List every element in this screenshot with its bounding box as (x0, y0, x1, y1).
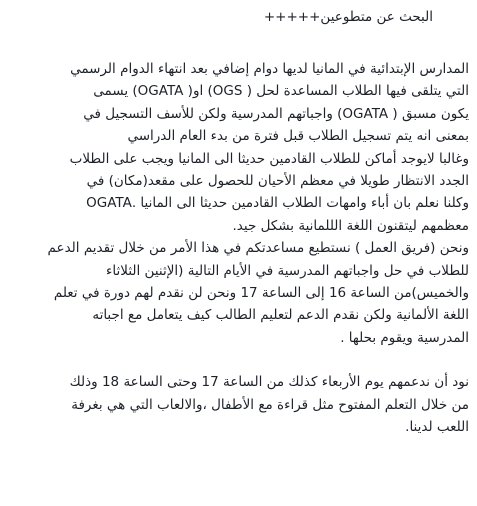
post-line: المدرسية ويقوم بحلها . (340, 329, 469, 346)
post-line: معظمهم ليتقنون اللغة الللمانية بشكل جيد. (232, 217, 469, 234)
post-line: اللعب لدينا. (405, 419, 469, 436)
post-paragraph-team (6, 237, 469, 349)
post-title (6, 6, 463, 28)
post-line: الجدد الانتظار طويلا في معظم الأحيان للحصول على مقعد(مكان) في (86, 173, 469, 190)
post-line: ونحن (فريق العمل ) نستطيع مساعدتكم في هذا الأمر من خلال تقديم الدعم (47, 240, 469, 257)
post-paragraph-wednesday (6, 371, 469, 438)
post-line: اللغة الألمانية ولكن نقدم الدعم لتعليم الطالب كيف يتعامل مع اجباته (92, 307, 469, 324)
post-line: من خلال التعلم المفتوح مثل قراءة مع الأطفال ،والالعاب التي هي بغرفة (71, 396, 469, 413)
post-paragraph-intro (6, 58, 469, 237)
post-line: المدارس الإبتدائية في المانيا لديها دوام إضافي بعد انتهاء الدوام الرسمي (70, 61, 469, 77)
post-line: وغالبا لايوجد أماكن للطلاب القادمين حديثا الى المانيا ويجب على الطلاب (69, 150, 469, 167)
post-line: وكلنا نعلم بان أباء وامهات الطلاب القادمين حديثا الى المانيا .OGATA (86, 195, 469, 212)
post-line: للطلاب في حل واجباتهم المدرسية في الأيام التالية (الإثنين الثلاثاء (106, 262, 469, 279)
post-line: التي يتلقى فيها الطلاب المساعدة لحل ( OGS) او( OGATA) يسمى (93, 83, 469, 100)
post-line: يكون مسبق ( OGATA) واجباتهم المدرسية ولكن للأسف التسجيل في (83, 105, 469, 122)
post-line: والخميس)من الساعة 16 إلى الساعة 17 ونحن لن نقدم لهم دورة في تعلم (53, 285, 469, 302)
post-line: نود أن ندعمهم يوم الأربعاء كذلك من الساعة 17 وحتى الساعة 18 وذلك (69, 374, 469, 391)
post-title-text: البحث عن متطوعين+++++ (263, 9, 433, 25)
post-line: بمعنى انه يتم تسجيل الطلاب قبل فترة من بدء العام الدراسي (127, 128, 469, 145)
